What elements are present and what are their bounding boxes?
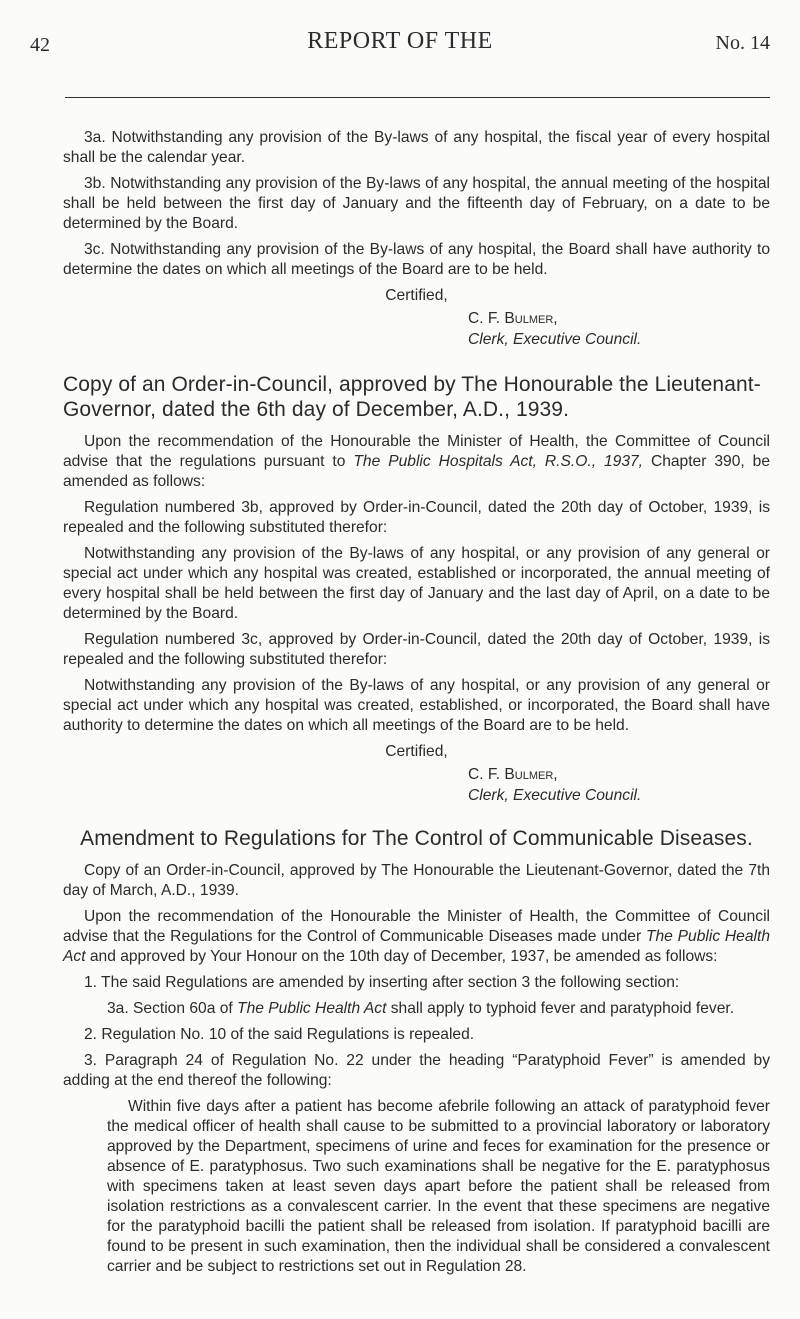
page-body: [63, 128, 770, 1283]
recommendation-paragraph: [63, 907, 770, 967]
signature-block: [468, 764, 770, 806]
text-run: Upon the recommendation of the Honourable the Minister of Health, the Committee of Council advise that the Regulations for the Control of Communicable Diseases made under: [63, 908, 770, 945]
header-rule: [65, 97, 770, 98]
text-run: Chapter 390, be amended as follows:: [63, 453, 770, 490]
issue-number: No. 14: [715, 32, 770, 54]
page-header: [30, 26, 770, 62]
recommendation-paragraph: [63, 432, 770, 492]
amendment-item-3: 3. Paragraph 24 of Regulation No. 22 under the heading “Paratyphoid Fever” is amended by adding at the end thereof the following:: [63, 1052, 770, 1089]
signer-title: Clerk, Executive Council.: [468, 787, 642, 804]
order-copy-paragraph: Copy of an Order-in-Council, approved by The Honourable the Lieutenant-Governor, dated the 7th day of March, A.D., 1939.: [63, 862, 770, 899]
signer-title: Clerk, Executive Council.: [468, 331, 642, 348]
certified-label: Certified,: [385, 287, 448, 304]
text-run: Upon the recommendation of the Honourable the Minister of Health, the Committee of Council advise that the regulations pursuant to: [63, 433, 770, 470]
signer-name: C. F. Bulmer,: [468, 310, 558, 327]
certified-label: Certified,: [385, 743, 448, 760]
substituted-3c-paragraph: Notwithstanding any provision of the By-laws of any hospital, or any provision of any general or special act under which any hospital was created, established, or incorporated, the Board shall have authority to determine the dates on which all meetings of the Board are to be held.: [63, 677, 770, 734]
signer-name: C. F. Bulmer,: [468, 766, 558, 783]
regulation-3b-paragraph: Regulation numbered 3b, approved by Order-in-Council, dated the 20th day of October, 1939, is repealed and the following substituted therefor:: [63, 499, 770, 536]
text-run: shall apply to typhoid fever and paratyphoid fever.: [386, 1000, 735, 1017]
paragraph-3c: 3c. Notwithstanding any provision of the By-laws of any hospital, the Board shall have authority to determine the dates on which all meetings of the Board are to be held.: [63, 241, 770, 278]
running-title: REPORT OF THE: [307, 28, 493, 54]
amendment-item-1-sub: [107, 999, 770, 1019]
act-title: The Public Health Act: [63, 928, 770, 965]
amendment-item-3-sub: Within five days after a patient has become afebrile following an attack of paratyphoid fever the medical officer of health shall cause to be submitted to a provincial laboratory or laboratory approved by the Department, specimens of urine and feces for examination for the presence or absence of E. paratyphosus. Two such examinations shall be negative for the E. paratyphosus with specimens taken at least seven days apart before the patient shall be released from isolation restrictions as a convalescent carrier. In the event that these specimens are negative for the paratyphoid bacilli the patient shall be released from isolation. If paratyphoid bacilli are found to be present in such examination, then the individual shall be considered a convalescent carrier and be subject to restrictions set out in Regulation 28.: [107, 1098, 770, 1275]
act-title: The Public Health Act: [237, 1000, 387, 1017]
regulation-3c-paragraph: Regulation numbered 3c, approved by Order-in-Council, dated the 20th day of October, 1939, is repealed and the following substituted therefor:: [63, 631, 770, 668]
substituted-3b-paragraph: Notwithstanding any provision of the By-laws of any hospital, or any provision of any general or special act under which any hospital was created, established or incorporated, the annual meeting of every hospital shall be held between the first day of January and the last day of April, on a date to be determined by the Board.: [63, 545, 770, 622]
paragraph-3b: 3b. Notwithstanding any provision of the By-laws of any hospital, the annual meeting of the hospital shall be held between the first day of January and the fifteenth day of February, on a date to be determined by the Board.: [63, 175, 770, 232]
act-title: The Public Hospitals Act, R.S.O., 1937,: [353, 453, 643, 470]
text-run: 3a. Section 60a of: [107, 1000, 238, 1017]
paragraph-3a: 3a. Notwithstanding any provision of the By-laws of any hospital, the fiscal year of every hospital shall be the calendar year.: [63, 129, 770, 166]
amendment-item-2: 2. Regulation No. 10 of the said Regulations is repealed.: [84, 1026, 475, 1043]
page-number: 42: [30, 34, 50, 56]
text-run: and approved by Your Honour on the 10th day of December, 1937, be amended as follows:: [85, 948, 718, 965]
signature-block: [468, 308, 770, 350]
amendment-item-1: 1. The said Regulations are amended by inserting after section 3 the following section:: [84, 974, 680, 991]
amendment-heading: Amendment to Regulations for The Control of Communicable Diseases.: [80, 827, 753, 850]
order-in-council-heading: Copy of an Order-in-Council, approved by The Honourable the Lieutenant-Governor, dated the 6th day of December, A.D., 1939.: [63, 373, 761, 421]
